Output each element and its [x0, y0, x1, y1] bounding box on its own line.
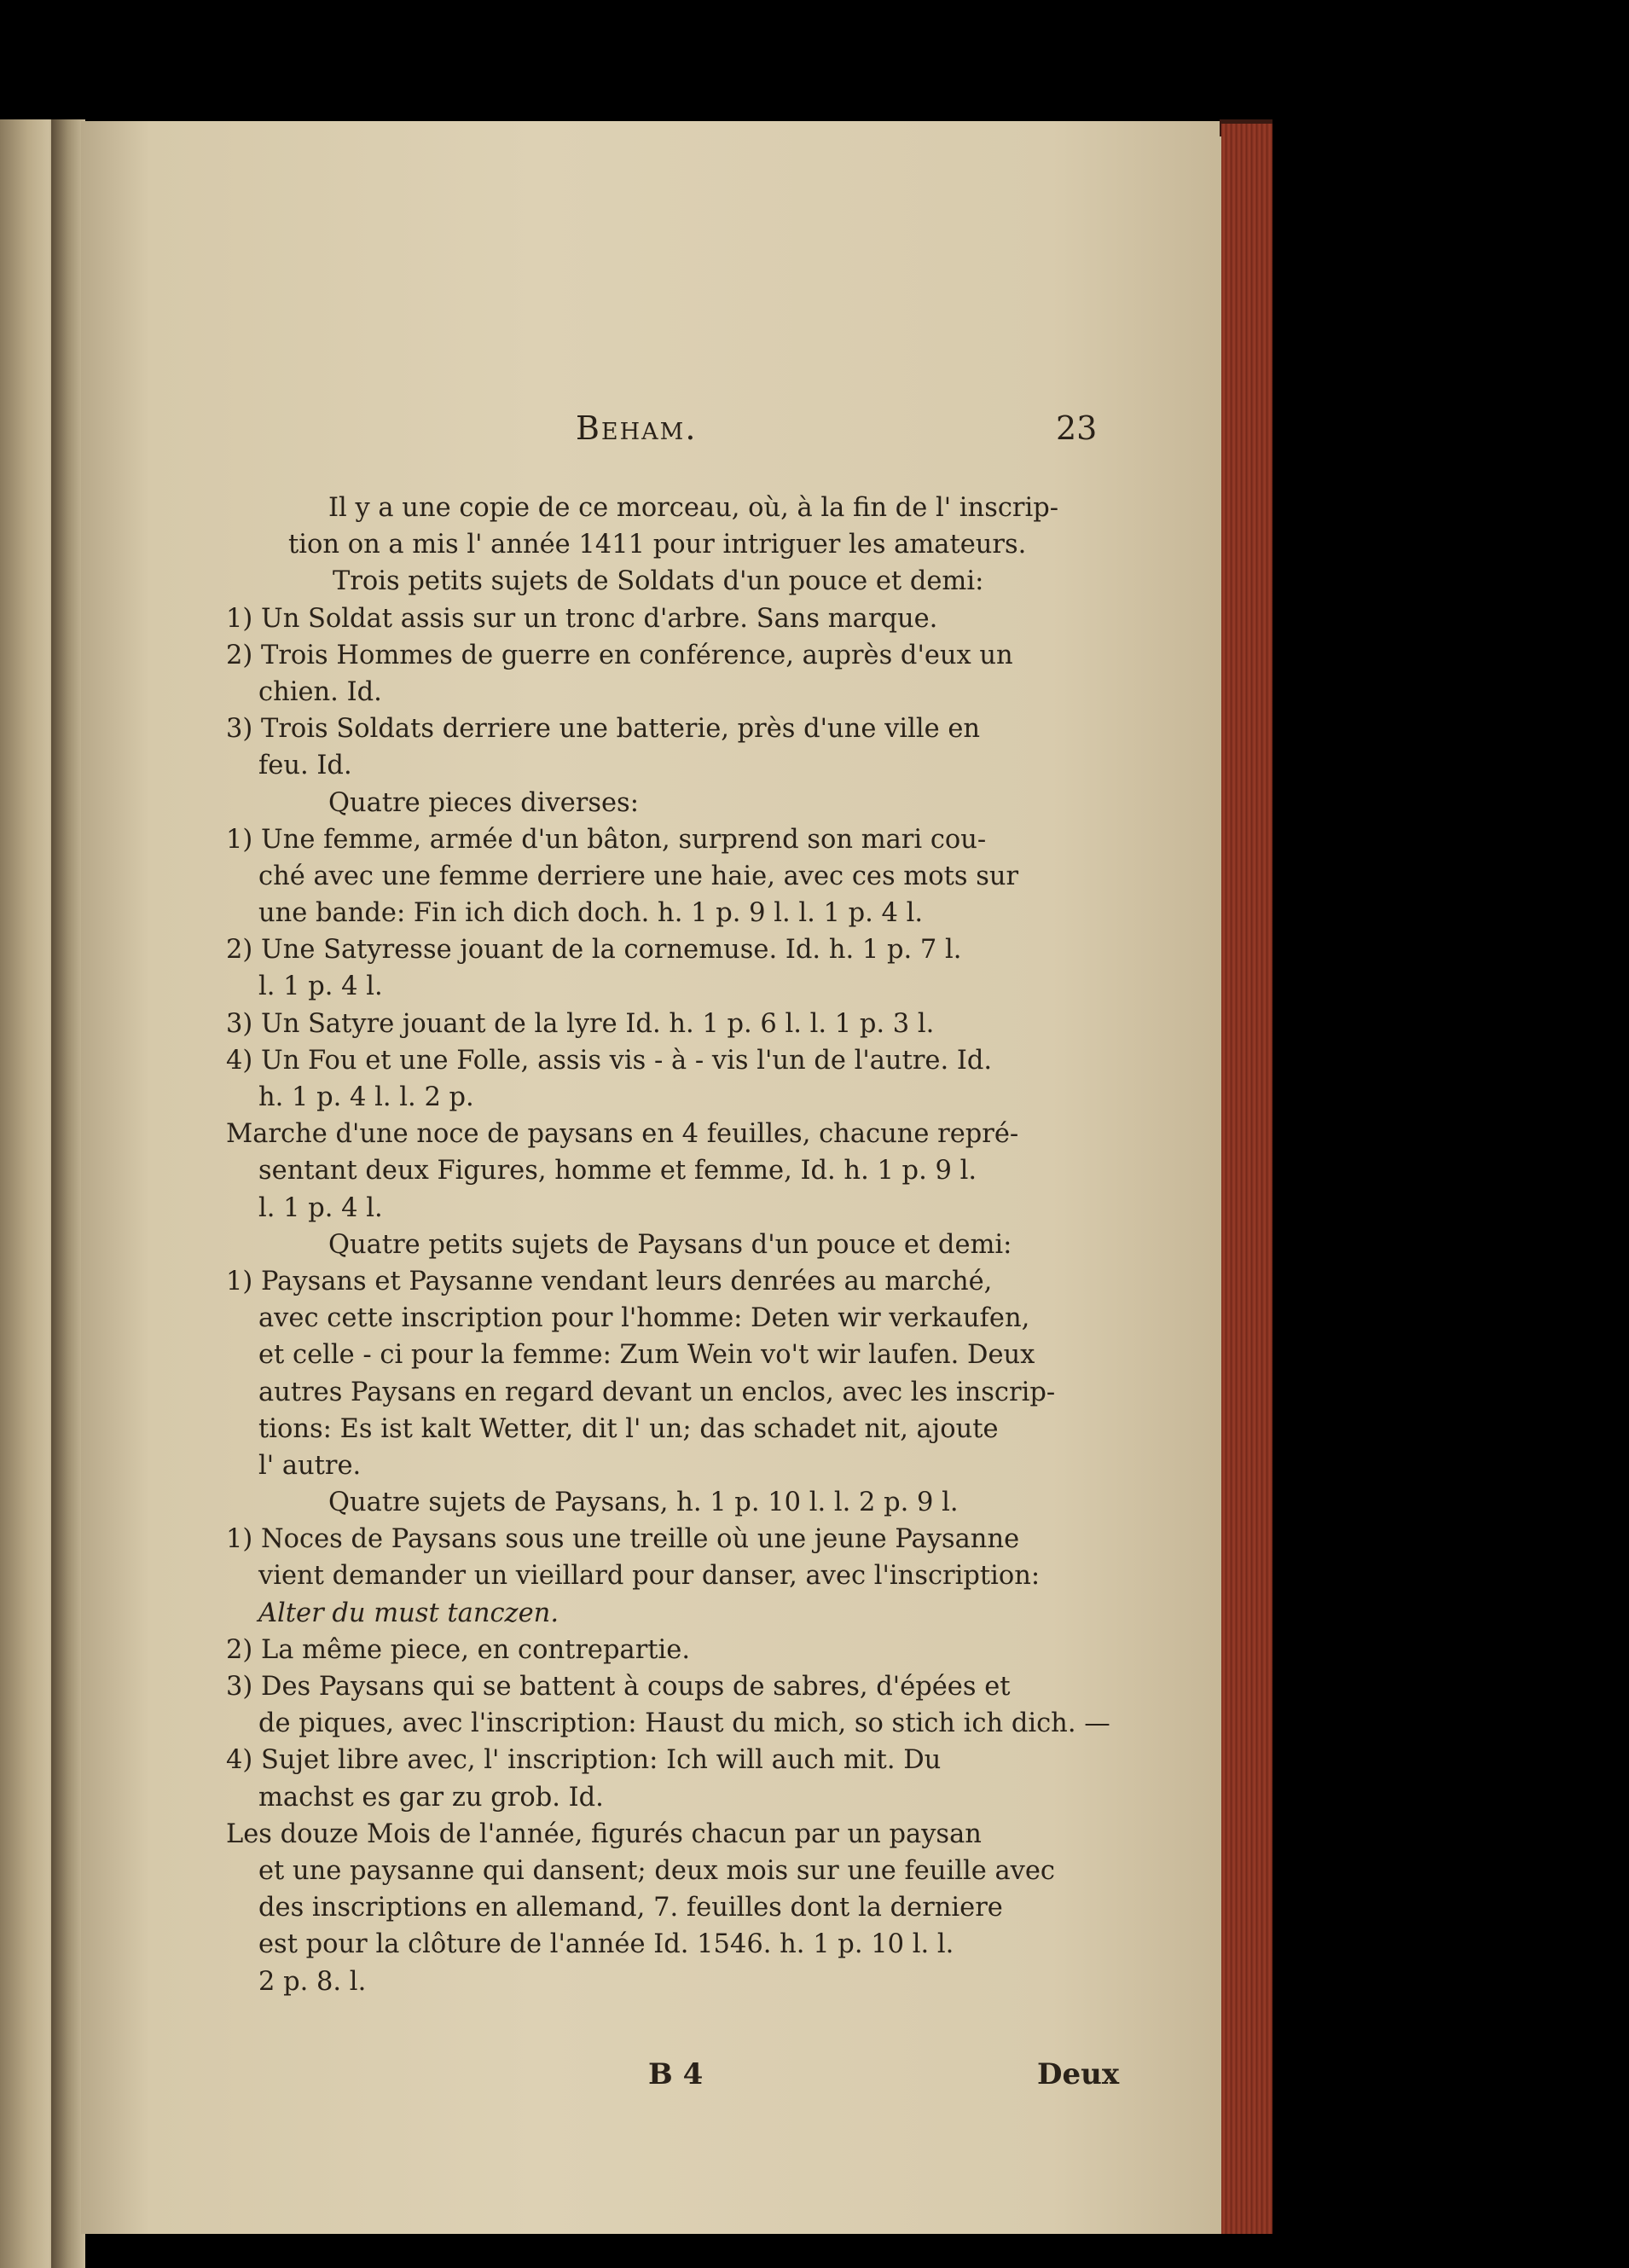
page-header [81, 409, 1224, 452]
text-line: Il y a une copie de ce morceau, où, à la fin de l' inscrip- [328, 493, 1059, 523]
text-line: 1) Paysans et Paysanne vendant leurs denrées au marché, [226, 1266, 993, 1296]
left-page-bleed-marks [7, 1407, 24, 1962]
book-gutter [51, 119, 85, 2268]
text-line: des inscriptions en allemand, 7. feuilles dont la derniere [258, 1893, 1003, 1923]
signature-mark: B 4 [648, 2057, 704, 2091]
text-line: Quatre sujets de Paysans, h. 1 p. 10 l. l. 2 p. 9 l. [328, 1488, 959, 1518]
page-number: 23 [1056, 409, 1098, 447]
text-line: l' autre. [258, 1450, 362, 1481]
page-footer [81, 2057, 1224, 2100]
page-content [81, 121, 1224, 2234]
catchword: Deux [1037, 2057, 1120, 2091]
text-line: feu. Id. [258, 751, 352, 781]
page-body [226, 490, 1113, 2000]
text-line: 1) Un Soldat assis sur un tronc d'arbre. Sans marque. [226, 603, 938, 634]
text-line: Alter du must tanczen. [258, 1598, 559, 1628]
text-line: Les douze Mois de l'année, figurés chacun par un paysan [226, 1818, 982, 1849]
text-line: est pour la clôture de l'année Id. 1546. h. 1 p. 10 l. l. [258, 1929, 954, 1960]
text-line: Quatre petits sujets de Paysans d'un pouce et demi: [328, 1229, 1012, 1260]
text-line: chien. Id. [258, 676, 382, 707]
text-line: et une paysanne qui dansent; deux mois sur une feuille avec [258, 1855, 1056, 1886]
text-line: Quatre pieces diverses: [328, 787, 639, 818]
text-line: et celle - ci pour la femme: Zum Wein vo't wir laufen. Deux [258, 1340, 1035, 1371]
text-line: tion on a mis l' année 1411 pour intriguer les amateurs. [288, 530, 1027, 560]
text-line: 4) Un Fou et une Folle, assis vis - à - vis l'un de l'autre. Id. [226, 1045, 993, 1076]
text-line: tions: Es ist kalt Wetter, dit l' un; das schadet nit, ajoute [258, 1413, 999, 1444]
text-line: de piques, avec l'inscription: Haust du mich, so stich ich dich. — [258, 1708, 1110, 1739]
text-line: 2) La même piece, en contrepartie. [226, 1634, 691, 1665]
red-page-edges [1221, 124, 1272, 2234]
text-line: 2) Une Satyresse jouant de la cornemuse. Id. h. 1 p. 7 l. [226, 935, 962, 966]
text-line: 2 p. 8. l. [258, 1966, 367, 1997]
book-page [81, 121, 1224, 2234]
text-line: h. 1 p. 4 l. l. 2 p. [258, 1082, 474, 1112]
text-line: 1) Une femme, armée d'un bâton, surprend son mari cou- [226, 824, 987, 855]
text-line: 4) Sujet libre avec, l' inscription: Ich will auch mit. Du [226, 1745, 942, 1776]
text-line: vient demander un vieillard pour danser, avec l'inscription: [258, 1561, 1041, 1592]
text-line: avec cette inscription pour l'homme: Deten wir verkaufen, [258, 1303, 1030, 1334]
text-line: l. 1 p. 4 l. [258, 1192, 383, 1223]
text-line: 2) Trois Hommes de guerre en conférence, auprès d'eux un [226, 640, 1013, 670]
text-line: l. 1 p. 4 l. [258, 972, 383, 1002]
running-title: Beham. [576, 409, 698, 447]
text-line: machst es gar zu grob. Id. [258, 1782, 604, 1813]
text-line: ché avec une femme derriere une haie, avec ces mots sur [258, 861, 1019, 891]
text-line: Trois petits sujets de Soldats d'un pouce et demi: [333, 566, 984, 597]
text-line: 3) Trois Soldats derriere une batterie, près d'une ville en [226, 714, 981, 745]
text-line: Marche d'une noce de paysans en 4 feuilles, chacune repré- [226, 1119, 1019, 1150]
text-line: 3) Des Paysans qui se battent à coups de sabres, d'épées et [226, 1672, 1011, 1702]
text-line: une bande: Fin ich dich doch. h. 1 p. 9 l. l. 1 p. 4 l. [258, 898, 924, 929]
text-line: 1) Noces de Paysans sous une treille où une jeune Paysanne [226, 1524, 1020, 1555]
text-line: sentant deux Figures, homme et femme, Id. h. 1 p. 9 l. [258, 1156, 977, 1186]
text-line: 3) Un Satyre jouant de la lyre Id. h. 1 p. 6 l. l. 1 p. 3 l. [226, 1008, 935, 1039]
text-line: autres Paysans en regard devant un enclos, avec les inscrip- [258, 1377, 1056, 1407]
